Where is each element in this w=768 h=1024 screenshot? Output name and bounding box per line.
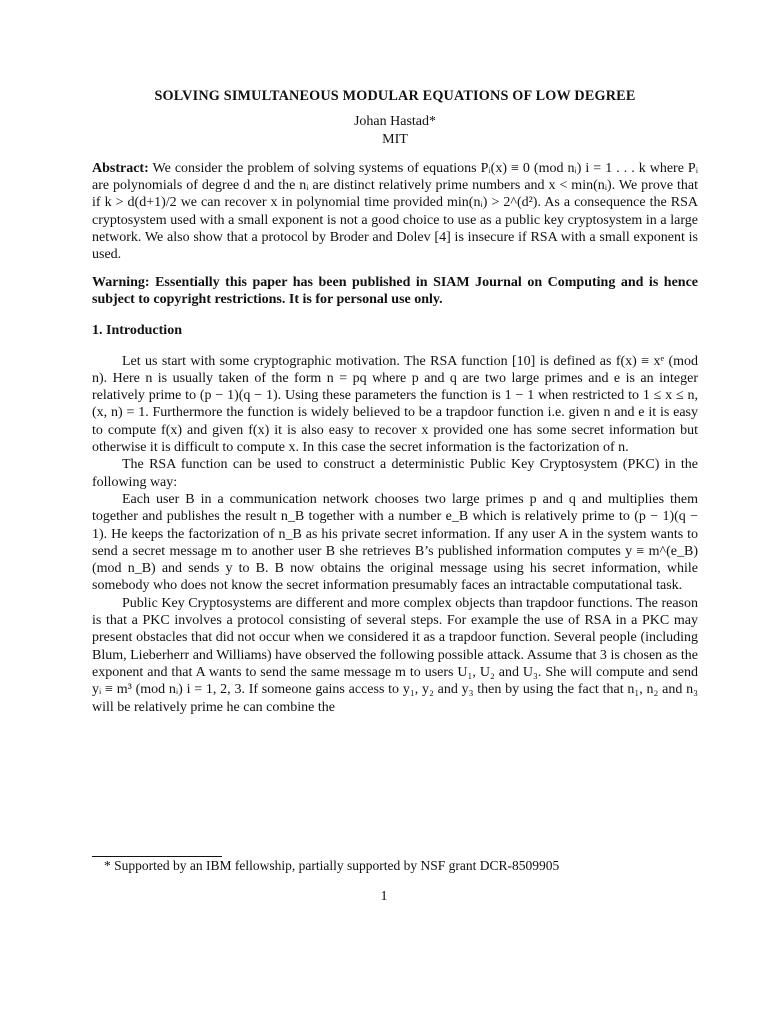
abstract-label: Abstract: xyxy=(92,160,149,176)
abstract-text: We consider the problem of solving systems of equations Pᵢ(x) ≡ 0 (mod nᵢ) i = 1 . . . k where Pᵢ are polynomials of degree d and the nᵢ are distinct relatively prime numbers and x < min(nᵢ). We prove that if k > d(d+1)/2 we can recover x in polynomial time provided min(nᵢ) > 2^(d²). As a consequence the RSA cryptosystem used with a small exponent is not a good choice to use as a public key cryptosystem in a large network. We also show that a protocol by Broder and Dolev [4] is insecure if RSA with a small exponent is used. xyxy=(92,160,699,263)
abstract xyxy=(92,160,698,264)
author-affiliation: MIT xyxy=(382,131,408,147)
page-number: 1 xyxy=(380,889,388,904)
body-paragraph: The RSA function can be used to construct a deterministic Public Key Cryptosystem (PKC) in the following way: xyxy=(92,457,698,490)
footnote: * Supported by an IBM fellowship, partially supported by NSF grant DCR-8509905 xyxy=(104,858,560,873)
section-heading: 1. Introduction xyxy=(92,323,182,339)
body-paragraph: Let us start with some cryptographic motivation. The RSA function [10] is defined as f(x) ≡ xᵉ (mod n). Here n is usually taken of the form n = pq where p and q are two large primes and e is an integer relatively prime to (p − 1)(q − 1). Using these parameters the function is 1 − 1 when restricted to 1 ≤ x ≤ n, (x, n) = 1. Furthermore the function is widely believed to be a trapdoor function i.e. given n and e it is easy to compute f(x) and given f(x) it is also easy to recover x provided one has some secret information but otherwise it is difficult to compute x. In this case the secret information is the factorization of n. xyxy=(92,353,698,456)
author-name: Johan Hastad* xyxy=(353,114,437,130)
body-paragraph: Public Key Cryptosystems are different and more complex objects than trapdoor functions. The reason is that a PKC involves a protocol consisting of several steps. For example the use of RSA in a PKC may present obstacles that did not occur when we considered it as a trapdoor function. Several people (including Blum, Lieberherr and Williams) have observed the following possible attack. Assume that 3 is chosen as the exponent and that A wants to send the same message m to users U₁, U₂ and U₃. She will compute and send yᵢ ≡ m³ (mod nᵢ) i = 1, 2, 3. If someone gains access to y₁, y₂ and y₃ then by using the fact that n₁, n₂ and n₃ will be relatively prime he can combine the xyxy=(92,595,698,715)
paper-title: SOLVING SIMULTANEOUS MODULAR EQUATIONS OF LOW DEGREE xyxy=(154,88,636,104)
copyright-warning: Warning: Essentially this paper has been published in SIAM Journal on Computing and is hence subject to copyright restrictions. It is for personal use only. xyxy=(92,274,698,307)
body-paragraph: Each user B in a communication network chooses two large primes p and q and multiplies them together and publishes the result n_B together with a number e_B which is relatively prime to (p − 1)(q − 1). He keeps the factorization of n_B as his private secret information. If any user A in the system wants to send a secret message m to another user B she retrieves B’s published information computes y ≡ m^(e_B) (mod n_B) and sends y to B. B now obtains the original message using his secret information, while somebody who does not know the secret information presumably faces an intractable computational task. xyxy=(92,491,698,594)
